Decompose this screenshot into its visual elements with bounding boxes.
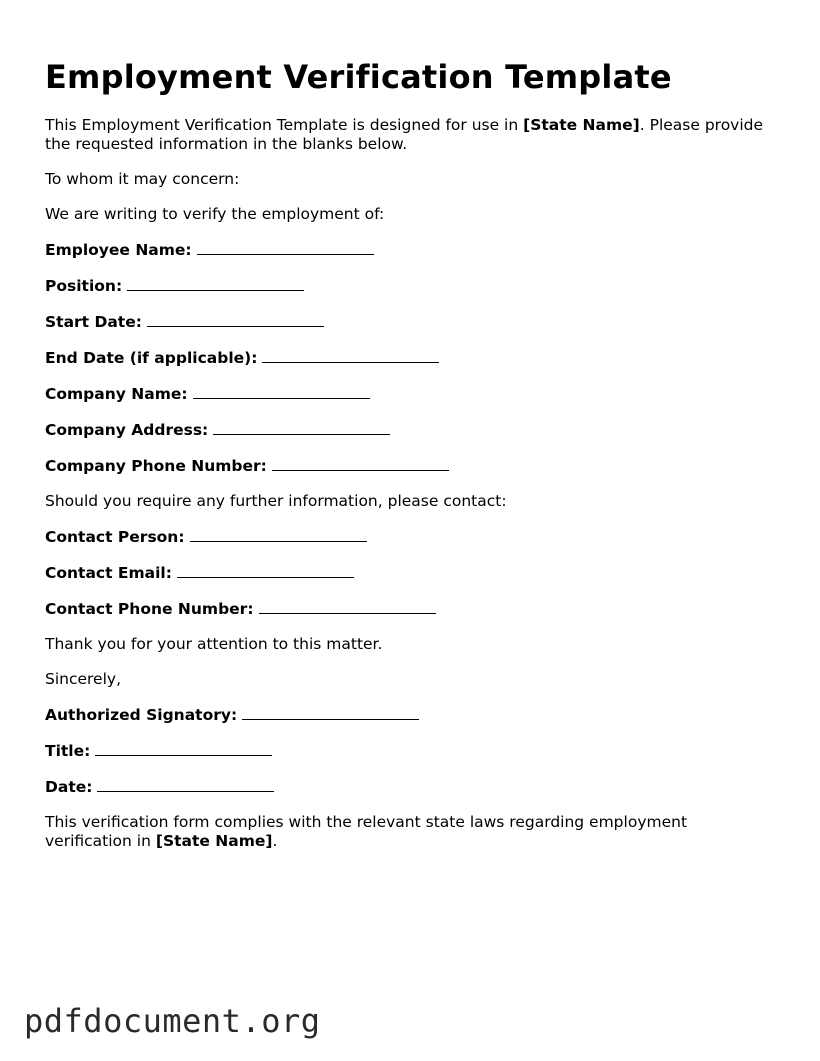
field-contact-person — [45, 527, 775, 547]
footer-text-before: This verification form complies with the relevant state laws regarding employment verification in — [45, 813, 688, 850]
field-label: Contact Email: — [45, 564, 172, 582]
company-phone-blank[interactable] — [272, 456, 449, 471]
field-label: Contact Phone Number: — [45, 600, 254, 618]
employee-name-blank[interactable] — [197, 240, 374, 255]
field-label: End Date (if applicable): — [45, 349, 258, 367]
field-end-date — [45, 348, 775, 368]
field-label: Position: — [45, 277, 123, 295]
field-label: Start Date: — [45, 313, 142, 331]
field-authorized-signatory — [45, 705, 775, 725]
field-label: Company Name: — [45, 385, 188, 403]
field-start-date — [45, 312, 775, 332]
field-contact-phone — [45, 599, 775, 619]
footer-state-placeholder: [State Name] — [155, 832, 273, 850]
field-company-address — [45, 420, 775, 440]
watermark: pdfdocument.org — [24, 1002, 321, 1040]
page-title: Employment Verification Template — [45, 58, 672, 96]
contact-email-blank[interactable] — [177, 563, 354, 578]
field-contact-email — [45, 563, 775, 583]
title-blank[interactable] — [95, 741, 272, 756]
footer-paragraph — [45, 813, 775, 851]
intro-state-placeholder: [State Name] — [523, 116, 640, 134]
position-blank[interactable] — [127, 276, 304, 291]
field-company-phone — [45, 456, 775, 476]
intro-text-after: . Please provide the requested information in the blanks below. — [45, 116, 764, 153]
thanks-line: Thank you for your attention to this matter. — [45, 635, 383, 653]
contact-line: Should you require any further information, please contact: — [45, 492, 507, 510]
field-label: Contact Person: — [45, 528, 185, 546]
contact-phone-blank[interactable] — [259, 599, 436, 614]
salutation: To whom it may concern: — [45, 170, 240, 188]
date-blank[interactable] — [97, 777, 274, 792]
signature-fields — [45, 705, 775, 797]
field-title — [45, 741, 775, 761]
field-position — [45, 276, 775, 296]
end-date-blank[interactable] — [262, 348, 439, 363]
document-page — [45, 58, 775, 851]
field-date — [45, 777, 775, 797]
closing: Sincerely, — [45, 670, 122, 688]
field-employee-name — [45, 240, 775, 260]
field-label: Company Phone Number: — [45, 457, 267, 475]
intro-paragraph — [45, 116, 775, 154]
field-company-name — [45, 384, 775, 404]
field-label: Company Address: — [45, 421, 209, 439]
footer-text-after: . — [272, 832, 278, 850]
company-address-blank[interactable] — [213, 420, 390, 435]
contact-fields — [45, 527, 775, 619]
company-name-blank[interactable] — [193, 384, 370, 399]
intro-text-before: This Employment Verification Template is designed for use in — [45, 116, 524, 134]
authorized-signatory-blank[interactable] — [242, 705, 419, 720]
contact-person-blank[interactable] — [190, 527, 367, 542]
start-date-blank[interactable] — [147, 312, 324, 327]
field-label: Date: — [45, 778, 93, 796]
field-label: Employee Name: — [45, 241, 192, 259]
verify-line: We are writing to verify the employment of: — [45, 205, 385, 223]
field-label: Title: — [45, 742, 91, 760]
employee-fields — [45, 240, 775, 476]
field-label: Authorized Signatory: — [45, 706, 238, 724]
